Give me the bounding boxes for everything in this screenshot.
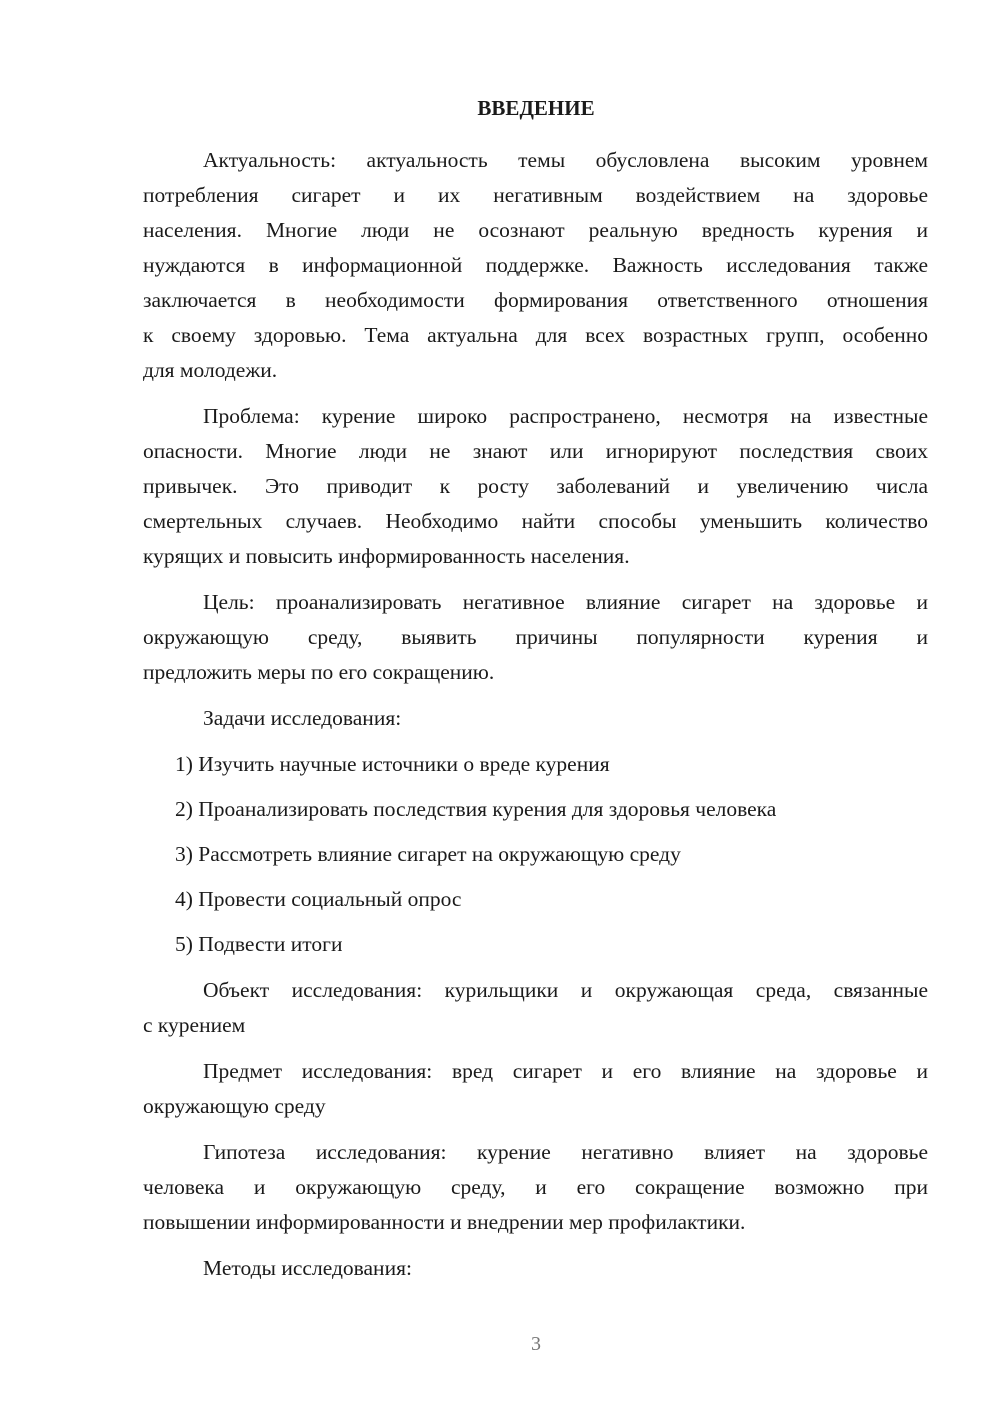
paragraph-line: потребления сигарет и их негативным воздействием на здоровье xyxy=(143,183,928,207)
paragraph xyxy=(143,1251,928,1286)
paragraph-line: населения. Многие люди не осознают реальную вредность курения и xyxy=(143,218,928,242)
paragraph-line: курящих и повысить информированность населения. xyxy=(143,544,630,568)
paragraph-line: Проблема: курение широко распространено, несмотря на известные xyxy=(203,404,928,428)
task-item: 4) Провести социальный опрос xyxy=(175,887,462,911)
paragraph-line: Задачи исследования: xyxy=(203,706,402,730)
paragraph-line: опасности. Многие люди не знают или игнорируют последствия своих xyxy=(143,439,928,463)
task-item: 2) Проанализировать последствия курения для здоровья человека xyxy=(175,797,777,821)
paragraph-line: смертельных случаев. Необходимо найти способы уменьшить количество xyxy=(143,509,928,533)
paragraph-line: окружающую среду, выявить причины популярности курения и xyxy=(143,625,928,649)
paragraph-line: Объект исследования: курильщики и окружающая среда, связанные xyxy=(203,978,928,1002)
paragraph-line: Методы исследования: xyxy=(203,1256,412,1280)
paragraph xyxy=(143,585,928,690)
paragraph-line: человека и окружающую среду, и его сокращение возможно при xyxy=(143,1175,928,1199)
paragraph-line: нуждаются в информационной поддержке. Важность исследования также xyxy=(143,253,928,277)
page-title: ВВЕДЕНИЕ xyxy=(477,96,595,120)
paragraph xyxy=(143,1135,928,1240)
intro-paragraphs xyxy=(143,143,928,736)
paragraph-line: к своему здоровью. Тема актуальна для всех возрастных групп, особенно xyxy=(143,323,928,347)
research-paragraphs xyxy=(143,973,928,1286)
paragraph-line: Цель: проанализировать негативное влияние сигарет на здоровье и xyxy=(203,590,928,614)
paragraph-line: Актуальность: актуальность темы обусловлена высоким уровнем xyxy=(203,148,928,172)
task-item: 5) Подвести итоги xyxy=(175,932,343,956)
tasks-list xyxy=(143,747,928,962)
task-item: 1) Изучить научные источники о вреде курения xyxy=(175,752,610,776)
paragraph-line: привычек. Это приводит к росту заболеваний и увеличению числа xyxy=(143,474,928,498)
paragraph xyxy=(143,1054,928,1124)
paragraph-line: с курением xyxy=(143,1013,246,1037)
paragraph xyxy=(143,973,928,1043)
document-body xyxy=(143,143,928,1286)
paragraph xyxy=(143,399,928,574)
paragraph-line: для молодежи. xyxy=(143,358,278,382)
paragraph-line: окружающую среду xyxy=(143,1094,326,1118)
paragraph xyxy=(143,143,928,388)
paragraph-line: предложить меры по его сокращению. xyxy=(143,660,495,684)
paragraph xyxy=(143,701,928,736)
paragraph-line: Предмет исследования: вред сигарет и его влияние на здоровье и xyxy=(203,1059,928,1083)
task-item: 3) Рассмотреть влияние сигарет на окружающую среду xyxy=(175,842,681,866)
page-number: 3 xyxy=(531,1333,541,1355)
paragraph-line: заключается в необходимости формирования ответственного отношения xyxy=(143,288,928,312)
paragraph-line: повышении информированности и внедрении мер профилактики. xyxy=(143,1210,746,1234)
paragraph-line: Гипотеза исследования: курение негативно влияет на здоровье xyxy=(203,1140,928,1164)
